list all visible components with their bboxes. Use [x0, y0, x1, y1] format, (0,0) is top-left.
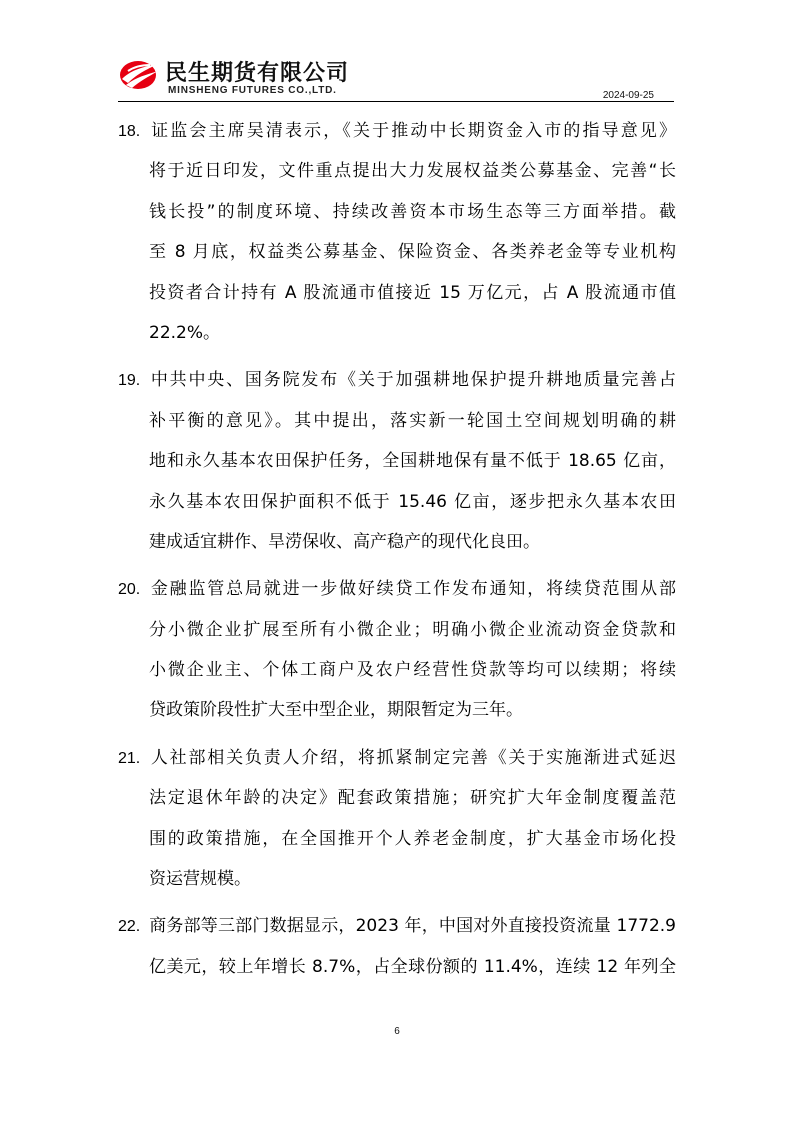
item-line: 至 8 月底，权益类公募基金、保险资金、各类养老金等专业机构 — [149, 242, 676, 263]
item-line: 分小微企业扩展至所有小微企业；明确小微企业流动资金贷款和 — [149, 619, 676, 640]
item-line — [118, 111, 676, 151]
item-line: 贷政策阶段性扩大至中型企业，期限暂定为三年。 — [149, 700, 523, 721]
item-line: 围的政策措施，在全国推开个人养老金制度，扩大基金市场化投 — [149, 828, 676, 849]
item-number: 22. — [118, 918, 141, 936]
item-line: 将于近日印发，文件重点提出大力发展权益类公募基金、完善“长 — [149, 161, 676, 182]
news-item-18 — [118, 111, 676, 353]
item-line: 小微企业主、个体工商户及农户经营性贷款等均可以续期；将续 — [149, 660, 676, 681]
item-line: 22.2%。 — [149, 322, 221, 343]
minsheng-logo-icon — [118, 57, 162, 91]
company-name-en: MINSHENG FUTURES CO.,LTD. — [168, 85, 337, 96]
item-line — [118, 569, 676, 609]
item-line: 法定退休年龄的决定》配套政策措施；研究扩大年金制度覆盖范 — [149, 788, 676, 809]
item-line: 补平衡的意见》。其中提出，落实新一轮国土空间规划明确的耕 — [149, 410, 676, 431]
item-line — [118, 906, 676, 946]
report-date: 2024-09-25 — [602, 90, 654, 101]
item-line — [118, 360, 676, 400]
header-divider — [118, 101, 674, 102]
item-line: 建成适宜耕作、旱涝保收、高产稳产的现代化良田。 — [149, 531, 540, 552]
item-number: 19. — [118, 372, 141, 390]
company-name-cn: 民生期货有限公司 — [165, 61, 350, 86]
news-list — [118, 111, 676, 994]
item-line: 资运营规模。 — [149, 869, 251, 890]
item-number: 21. — [118, 749, 141, 767]
item-line: 钱长投”的制度环境、持续改善资本市场生态等三方面举措。截 — [149, 201, 676, 222]
item-line: 地和永久基本农田保护任务，全国耕地保有量不低于 18.65 亿亩， — [149, 451, 676, 472]
item-text: 证监会主席吴清表示，《关于推动中长期资金入市的指导意见》 — [149, 121, 676, 141]
item-line: 亿美元，较上年增长 8.7%，占全球份额的 11.4%，连续 12 年列全 — [149, 956, 676, 977]
item-line: 永久基本农田保护面积不低于 15.46 亿亩，逐步把永久基本农田 — [149, 491, 676, 512]
news-item-19 — [118, 360, 676, 562]
page-header — [118, 52, 674, 104]
page-number: 6 — [394, 1026, 400, 1037]
item-text: 商务部等三部门数据显示，2023 年，中国对外直接投资流量 1772.9 — [149, 916, 676, 937]
item-number: 18. — [118, 123, 141, 140]
news-item-20 — [118, 569, 676, 731]
news-item-21 — [118, 738, 676, 900]
item-text: 人社部相关负责人介绍，将抓紧制定完善《关于实施渐进式延迟 — [149, 747, 676, 768]
item-number: 20. — [118, 581, 141, 599]
item-text: 金融监管总局就进一步做好续贷工作发布通知，将续贷范围从部 — [149, 579, 676, 600]
item-line — [118, 738, 676, 778]
item-line: 投资者合计持有 A 股流通市值接近 15 万亿元，占 A 股流通市值 — [149, 282, 676, 303]
news-item-22 — [118, 906, 676, 987]
item-text: 中共中央、国务院发布《关于加强耕地保护提升耕地质量完善占 — [149, 370, 676, 391]
